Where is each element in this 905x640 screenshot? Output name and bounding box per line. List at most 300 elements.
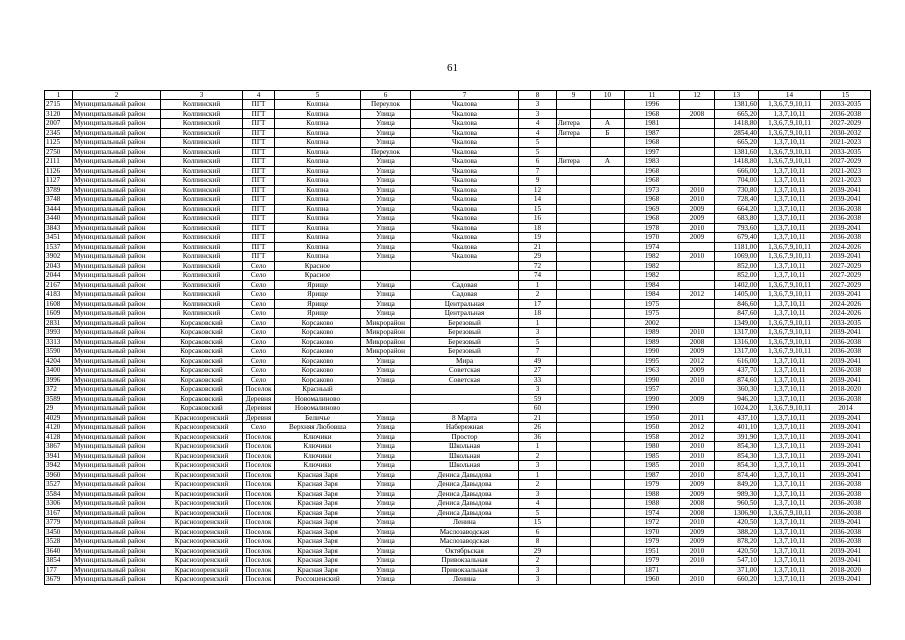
cell-col-9 xyxy=(557,318,591,328)
cell-col-1: 2345 xyxy=(45,128,73,138)
table-row xyxy=(45,318,871,328)
cell-col-2: Муниципальный район xyxy=(73,299,161,309)
cell-col-4: Поселок xyxy=(243,527,275,537)
cell-col-6: Улица xyxy=(361,527,411,537)
cell-col-4: ПГТ xyxy=(243,147,275,157)
column-number: 14 xyxy=(759,91,821,100)
cell-col-13: 847,60 xyxy=(715,309,759,319)
cell-col-8: 8 xyxy=(519,537,557,547)
cell-col-8: 3 xyxy=(519,461,557,471)
cell-col-13: 1181,00 xyxy=(715,242,759,252)
cell-col-2: Муниципальный район xyxy=(73,480,161,490)
cell-col-12: 2012 xyxy=(680,356,715,366)
cell-col-5: Корсаково xyxy=(275,366,361,376)
cell-col-14: 1,3,7,10,11 xyxy=(759,527,821,537)
cell-col-12: 2010 xyxy=(680,575,715,585)
cell-col-3: Колпинский xyxy=(161,119,243,129)
cell-col-15: 2036-2038 xyxy=(821,394,871,404)
cell-col-15: 2039-2041 xyxy=(821,556,871,566)
cell-col-3: Колпинский xyxy=(161,242,243,252)
cell-col-6: Улица xyxy=(361,356,411,366)
cell-col-15: 2021-2023 xyxy=(821,138,871,148)
cell-col-6: Улица xyxy=(361,252,411,262)
cell-col-7: Дениса Давыдова xyxy=(411,499,519,509)
cell-col-7: Набережная xyxy=(411,423,519,433)
cell-col-14: 1,3,6,7,9,10,11 xyxy=(759,252,821,262)
cell-col-12: 2010 xyxy=(680,546,715,556)
cell-col-3: Краснозоренский xyxy=(161,442,243,452)
cell-col-3: Корсаковский xyxy=(161,337,243,347)
cell-col-6 xyxy=(361,385,411,395)
cell-col-2: Муниципальный район xyxy=(73,119,161,129)
cell-col-6: Улица xyxy=(361,166,411,176)
cell-col-11: 1975 xyxy=(625,299,680,309)
cell-col-7: Простор xyxy=(411,432,519,442)
cell-col-11: 1973 xyxy=(625,185,680,195)
cell-col-7: 8 Марта xyxy=(411,413,519,423)
cell-col-10 xyxy=(591,470,625,480)
cell-col-4: Село xyxy=(243,280,275,290)
cell-col-12: 2008 xyxy=(680,337,715,347)
cell-col-1: 3584 xyxy=(45,489,73,499)
cell-col-5: Колпна xyxy=(275,185,361,195)
cell-col-6: Улица xyxy=(361,442,411,452)
cell-col-11: 1958 xyxy=(625,432,680,442)
cell-col-10 xyxy=(591,109,625,119)
cell-col-15: 2039-2041 xyxy=(821,290,871,300)
cell-col-15: 2036-2038 xyxy=(821,214,871,224)
cell-col-5: Колпна xyxy=(275,214,361,224)
cell-col-13: 391,90 xyxy=(715,432,759,442)
cell-col-14: 1,3,7,10,11 xyxy=(759,575,821,585)
cell-col-12: 2010 xyxy=(680,195,715,205)
cell-col-9 xyxy=(557,290,591,300)
cell-col-10 xyxy=(591,499,625,509)
cell-col-12: 2012 xyxy=(680,290,715,300)
cell-col-8: 29 xyxy=(519,252,557,262)
cell-col-1: 3590 xyxy=(45,347,73,357)
cell-col-4: ПГТ xyxy=(243,166,275,176)
cell-col-7: Чкалова xyxy=(411,185,519,195)
cell-col-8: 6 xyxy=(519,527,557,537)
cell-col-7: Садовая xyxy=(411,290,519,300)
cell-col-14: 1,3,7,10,11 xyxy=(759,432,821,442)
cell-col-8: 3 xyxy=(519,565,557,575)
cell-col-14: 1,3,7,10,11 xyxy=(759,138,821,148)
cell-col-10 xyxy=(591,375,625,385)
cell-col-2: Муниципальный район xyxy=(73,461,161,471)
cell-col-10 xyxy=(591,147,625,157)
cell-col-9 xyxy=(557,404,591,414)
cell-col-7: Березовый xyxy=(411,328,519,338)
cell-col-9 xyxy=(557,233,591,243)
cell-col-5: Красная Заря xyxy=(275,480,361,490)
cell-col-2: Муниципальный район xyxy=(73,223,161,233)
cell-col-13: 437,70 xyxy=(715,366,759,376)
cell-col-2: Муниципальный район xyxy=(73,147,161,157)
cell-col-5: Ярище xyxy=(275,309,361,319)
cell-col-14: 1,3,7,10,11 xyxy=(759,195,821,205)
cell-col-3: Краснозоренский xyxy=(161,546,243,556)
cell-col-4: Село xyxy=(243,337,275,347)
cell-col-13: 854,30 xyxy=(715,451,759,461)
cell-col-13: 1402,00 xyxy=(715,280,759,290)
cell-col-3: Колпинский xyxy=(161,290,243,300)
cell-col-7: Чкалова xyxy=(411,157,519,167)
cell-col-11: 1968 xyxy=(625,176,680,186)
cell-col-9: Литера xyxy=(557,128,591,138)
cell-col-8: 1 xyxy=(519,470,557,480)
cell-col-11: 1968 xyxy=(625,138,680,148)
cell-col-2: Муниципальный район xyxy=(73,575,161,585)
cell-col-10 xyxy=(591,565,625,575)
cell-col-14: 1,3,7,10,11 xyxy=(759,375,821,385)
cell-col-11: 1978 xyxy=(625,223,680,233)
cell-col-7: Чкалова xyxy=(411,195,519,205)
cell-col-7: Чкалова xyxy=(411,252,519,262)
cell-col-11: 1974 xyxy=(625,508,680,518)
cell-col-2: Муниципальный район xyxy=(73,518,161,528)
table-row xyxy=(45,147,871,157)
cell-col-3: Колпинский xyxy=(161,252,243,262)
table-row xyxy=(45,489,871,499)
cell-col-15: 2018-2020 xyxy=(821,385,871,395)
cell-col-12 xyxy=(680,242,715,252)
cell-col-1: 3679 xyxy=(45,575,73,585)
cell-col-12: 2011 xyxy=(680,413,715,423)
cell-col-7: Чкалова xyxy=(411,138,519,148)
cell-col-13: 664,20 xyxy=(715,204,759,214)
cell-col-3: Колпинский xyxy=(161,147,243,157)
table-row xyxy=(45,328,871,338)
cell-col-7: Школьная xyxy=(411,461,519,471)
cell-col-6: Улица xyxy=(361,290,411,300)
cell-col-14: 1,3,7,10,11 xyxy=(759,299,821,309)
column-number: 5 xyxy=(275,91,361,100)
cell-col-4: Поселок xyxy=(243,451,275,461)
cell-col-1: 4120 xyxy=(45,423,73,433)
cell-col-9 xyxy=(557,214,591,224)
cell-col-5: Красная Заря xyxy=(275,489,361,499)
cell-col-14: 1,3,6,7,9,10,11 xyxy=(759,508,821,518)
table-row xyxy=(45,527,871,537)
cell-col-4: Село xyxy=(243,375,275,385)
cell-col-4: Село xyxy=(243,271,275,281)
cell-col-14: 1,3,7,10,11 xyxy=(759,537,821,547)
cell-col-4: Поселок xyxy=(243,499,275,509)
cell-col-7: Привокзальная xyxy=(411,556,519,566)
cell-col-14: 1,3,7,10,11 xyxy=(759,451,821,461)
cell-col-10 xyxy=(591,347,625,357)
cell-col-5: Красная Заря xyxy=(275,470,361,480)
cell-col-8: 2 xyxy=(519,290,557,300)
cell-col-15: 2039-2041 xyxy=(821,432,871,442)
cell-col-14: 1,3,7,10,11 xyxy=(759,470,821,480)
cell-col-10 xyxy=(591,442,625,452)
cell-col-13: 728,40 xyxy=(715,195,759,205)
cell-col-12: 2009 xyxy=(680,480,715,490)
table-row xyxy=(45,366,871,376)
cell-col-10 xyxy=(591,451,625,461)
cell-col-1: 1125 xyxy=(45,138,73,148)
cell-col-10 xyxy=(591,413,625,423)
cell-col-4: Село xyxy=(243,318,275,328)
cell-col-15: 2021-2023 xyxy=(821,166,871,176)
cell-col-4: Поселок xyxy=(243,565,275,575)
cell-col-7 xyxy=(411,261,519,271)
cell-col-12: 2010 xyxy=(680,556,715,566)
cell-col-13: 874,40 xyxy=(715,470,759,480)
cell-col-6: Улица xyxy=(361,461,411,471)
cell-col-9 xyxy=(557,242,591,252)
cell-col-6: Переулок xyxy=(361,147,411,157)
cell-col-15: 2036-2038 xyxy=(821,508,871,518)
cell-col-1: 3789 xyxy=(45,185,73,195)
cell-col-8: 3 xyxy=(519,385,557,395)
cell-col-8: 29 xyxy=(519,546,557,556)
cell-col-7: Советская xyxy=(411,375,519,385)
cell-col-7 xyxy=(411,271,519,281)
cell-col-3: Краснозоренский xyxy=(161,470,243,480)
cell-col-10 xyxy=(591,432,625,442)
cell-col-12: 2009 xyxy=(680,366,715,376)
cell-col-1: 3779 xyxy=(45,518,73,528)
cell-col-3: Краснозоренский xyxy=(161,423,243,433)
cell-col-7: Чкалова xyxy=(411,147,519,157)
cell-col-12 xyxy=(680,280,715,290)
cell-col-4: Поселок xyxy=(243,556,275,566)
cell-col-9 xyxy=(557,442,591,452)
table-row xyxy=(45,565,871,575)
cell-col-2: Муниципальный район xyxy=(73,233,161,243)
cell-col-9 xyxy=(557,204,591,214)
cell-col-11: 1968 xyxy=(625,195,680,205)
cell-col-2: Муниципальный район xyxy=(73,356,161,366)
cell-col-5: Красная Заря xyxy=(275,508,361,518)
cell-col-10 xyxy=(591,100,625,110)
cell-col-4: Деревня xyxy=(243,404,275,414)
cell-col-9 xyxy=(557,347,591,357)
table-row xyxy=(45,499,871,509)
cell-col-12 xyxy=(680,565,715,575)
cell-col-14: 1,3,7,10,11 xyxy=(759,423,821,433)
cell-col-15: 2036-2038 xyxy=(821,347,871,357)
cell-col-11: 1997 xyxy=(625,147,680,157)
cell-col-2: Муниципальный район xyxy=(73,100,161,110)
cell-col-2: Муниципальный район xyxy=(73,157,161,167)
column-number: 7 xyxy=(411,91,519,100)
cell-col-7 xyxy=(411,394,519,404)
cell-col-8: 5 xyxy=(519,508,557,518)
cell-col-13: 878,20 xyxy=(715,537,759,547)
cell-col-10 xyxy=(591,328,625,338)
cell-col-14: 1,3,6,7,9,10,11 xyxy=(759,318,821,328)
cell-col-15: 2036-2038 xyxy=(821,489,871,499)
cell-col-14: 1,3,6,7,9,10,11 xyxy=(759,347,821,357)
cell-col-7: Дениса Давыдова xyxy=(411,508,519,518)
cell-col-3: Колпинский xyxy=(161,299,243,309)
cell-col-13: 401,10 xyxy=(715,423,759,433)
cell-col-4: Поселок xyxy=(243,489,275,499)
table-row xyxy=(45,280,871,290)
cell-col-12: 2010 xyxy=(680,252,715,262)
cell-col-4: Село xyxy=(243,347,275,357)
cell-col-1: 3528 xyxy=(45,537,73,547)
cell-col-2: Муниципальный район xyxy=(73,261,161,271)
cell-col-4: Поселок xyxy=(243,442,275,452)
cell-col-5: Колпна xyxy=(275,195,361,205)
cell-col-11: 1981 xyxy=(625,119,680,129)
cell-col-5: Россошенский xyxy=(275,575,361,585)
cell-col-6: Улица xyxy=(361,280,411,290)
cell-col-1: 2044 xyxy=(45,271,73,281)
cell-col-5: Колпна xyxy=(275,128,361,138)
cell-col-9 xyxy=(557,518,591,528)
cell-col-5: Колпна xyxy=(275,147,361,157)
cell-col-7: Чкалова xyxy=(411,176,519,186)
cell-col-15: 2027-2029 xyxy=(821,119,871,129)
cell-col-12: 2010 xyxy=(680,375,715,385)
cell-col-3: Краснозоренский xyxy=(161,518,243,528)
cell-col-6: Микрорайон xyxy=(361,337,411,347)
cell-col-7: Центральная xyxy=(411,309,519,319)
cell-col-3: Колпинский xyxy=(161,309,243,319)
cell-col-10 xyxy=(591,252,625,262)
cell-col-9 xyxy=(557,109,591,119)
cell-col-15: 2039-2041 xyxy=(821,356,871,366)
cell-col-12 xyxy=(680,299,715,309)
cell-col-6: Улица xyxy=(361,299,411,309)
cell-col-12: 2008 xyxy=(680,499,715,509)
cell-col-3: Колпинский xyxy=(161,128,243,138)
cell-col-14: 1,3,7,10,11 xyxy=(759,185,821,195)
cell-col-15: 2036-2038 xyxy=(821,527,871,537)
cell-col-8: 33 xyxy=(519,375,557,385)
cell-col-3: Корсаковский xyxy=(161,318,243,328)
cell-col-2: Муниципальный район xyxy=(73,394,161,404)
cell-col-10 xyxy=(591,556,625,566)
cell-col-8: 18 xyxy=(519,223,557,233)
cell-col-14: 1,3,7,10,11 xyxy=(759,489,821,499)
cell-col-13: 1069,00 xyxy=(715,252,759,262)
cell-col-14: 1,3,7,10,11 xyxy=(759,499,821,509)
cell-col-8: 12 xyxy=(519,185,557,195)
cell-col-12 xyxy=(680,271,715,281)
table-row xyxy=(45,309,871,319)
cell-col-8: 4 xyxy=(519,119,557,129)
cell-col-2: Муниципальный район xyxy=(73,242,161,252)
housing-register-table xyxy=(44,90,871,585)
cell-col-8: 26 xyxy=(519,423,557,433)
column-number: 9 xyxy=(557,91,591,100)
cell-col-13: 1306,90 xyxy=(715,508,759,518)
cell-col-12: 2010 xyxy=(680,442,715,452)
cell-col-10 xyxy=(591,309,625,319)
cell-col-5: Красная Заря xyxy=(275,565,361,575)
cell-col-11: 1995 xyxy=(625,356,680,366)
cell-col-8: 4 xyxy=(519,499,557,509)
cell-col-3: Колпинский xyxy=(161,204,243,214)
cell-col-5: Красная Заря xyxy=(275,527,361,537)
cell-col-1: 4128 xyxy=(45,432,73,442)
cell-col-11: 1990 xyxy=(625,394,680,404)
cell-col-3: Краснозоренский xyxy=(161,489,243,499)
cell-col-13: 547,10 xyxy=(715,556,759,566)
cell-col-15: 2039-2041 xyxy=(821,328,871,338)
cell-col-1: 3996 xyxy=(45,375,73,385)
cell-col-5: Ключики xyxy=(275,442,361,452)
cell-col-1: 3941 xyxy=(45,451,73,461)
cell-col-11: 1989 xyxy=(625,337,680,347)
cell-col-10 xyxy=(591,575,625,585)
cell-col-15: 2027-2029 xyxy=(821,271,871,281)
cell-col-7: Березовый xyxy=(411,337,519,347)
cell-col-4: Село xyxy=(243,328,275,338)
cell-col-5: Колпна xyxy=(275,109,361,119)
cell-col-9 xyxy=(557,280,591,290)
table-row xyxy=(45,480,871,490)
cell-col-1: 3589 xyxy=(45,394,73,404)
cell-col-3: Колпинский xyxy=(161,185,243,195)
cell-col-13: 1316,00 xyxy=(715,337,759,347)
cell-col-13: 960,50 xyxy=(715,499,759,509)
cell-col-5: Ярище xyxy=(275,280,361,290)
table-body xyxy=(45,91,871,585)
cell-col-15: 2027-2029 xyxy=(821,157,871,167)
cell-col-4: Поселок xyxy=(243,518,275,528)
column-number: 3 xyxy=(161,91,243,100)
table-row xyxy=(45,195,871,205)
cell-col-2: Муниципальный район xyxy=(73,366,161,376)
cell-col-10 xyxy=(591,356,625,366)
cell-col-4: Село xyxy=(243,309,275,319)
cell-col-15: 2039-2041 xyxy=(821,375,871,385)
cell-col-2: Муниципальный район xyxy=(73,109,161,119)
cell-col-4: Поселок xyxy=(243,480,275,490)
cell-col-5: Беличье xyxy=(275,413,361,423)
cell-col-3: Колпинский xyxy=(161,166,243,176)
cell-col-10 xyxy=(591,337,625,347)
cell-col-15: 2027-2029 xyxy=(821,280,871,290)
cell-col-8: 49 xyxy=(519,356,557,366)
cell-col-2: Муниципальный район xyxy=(73,204,161,214)
cell-col-7: Октябрьская xyxy=(411,546,519,556)
cell-col-8: 18 xyxy=(519,309,557,319)
cell-col-2: Муниципальный район xyxy=(73,451,161,461)
cell-col-6: Улица xyxy=(361,451,411,461)
cell-col-10 xyxy=(591,385,625,395)
cell-col-13: 854,30 xyxy=(715,461,759,471)
cell-col-5: Колпна xyxy=(275,242,361,252)
cell-col-5: Ключики xyxy=(275,461,361,471)
cell-col-1: 2043 xyxy=(45,261,73,271)
cell-col-6: Улица xyxy=(361,138,411,148)
cell-col-4: Деревня xyxy=(243,394,275,404)
cell-col-14: 1,3,6,7,9,10,11 xyxy=(759,290,821,300)
cell-col-1: 3306 xyxy=(45,499,73,509)
cell-col-12: 2008 xyxy=(680,508,715,518)
cell-col-8: 3 xyxy=(519,100,557,110)
cell-col-13: 1381,60 xyxy=(715,100,759,110)
cell-col-11: 1950 xyxy=(625,413,680,423)
cell-col-9 xyxy=(557,556,591,566)
cell-col-15: 2039-2041 xyxy=(821,461,871,471)
cell-col-15: 2027-2029 xyxy=(821,261,871,271)
cell-col-4: ПГТ xyxy=(243,176,275,186)
cell-col-14: 1,3,6,7,9,10,11 xyxy=(759,119,821,129)
cell-col-13: 371,00 xyxy=(715,565,759,575)
cell-col-2: Муниципальный район xyxy=(73,214,161,224)
